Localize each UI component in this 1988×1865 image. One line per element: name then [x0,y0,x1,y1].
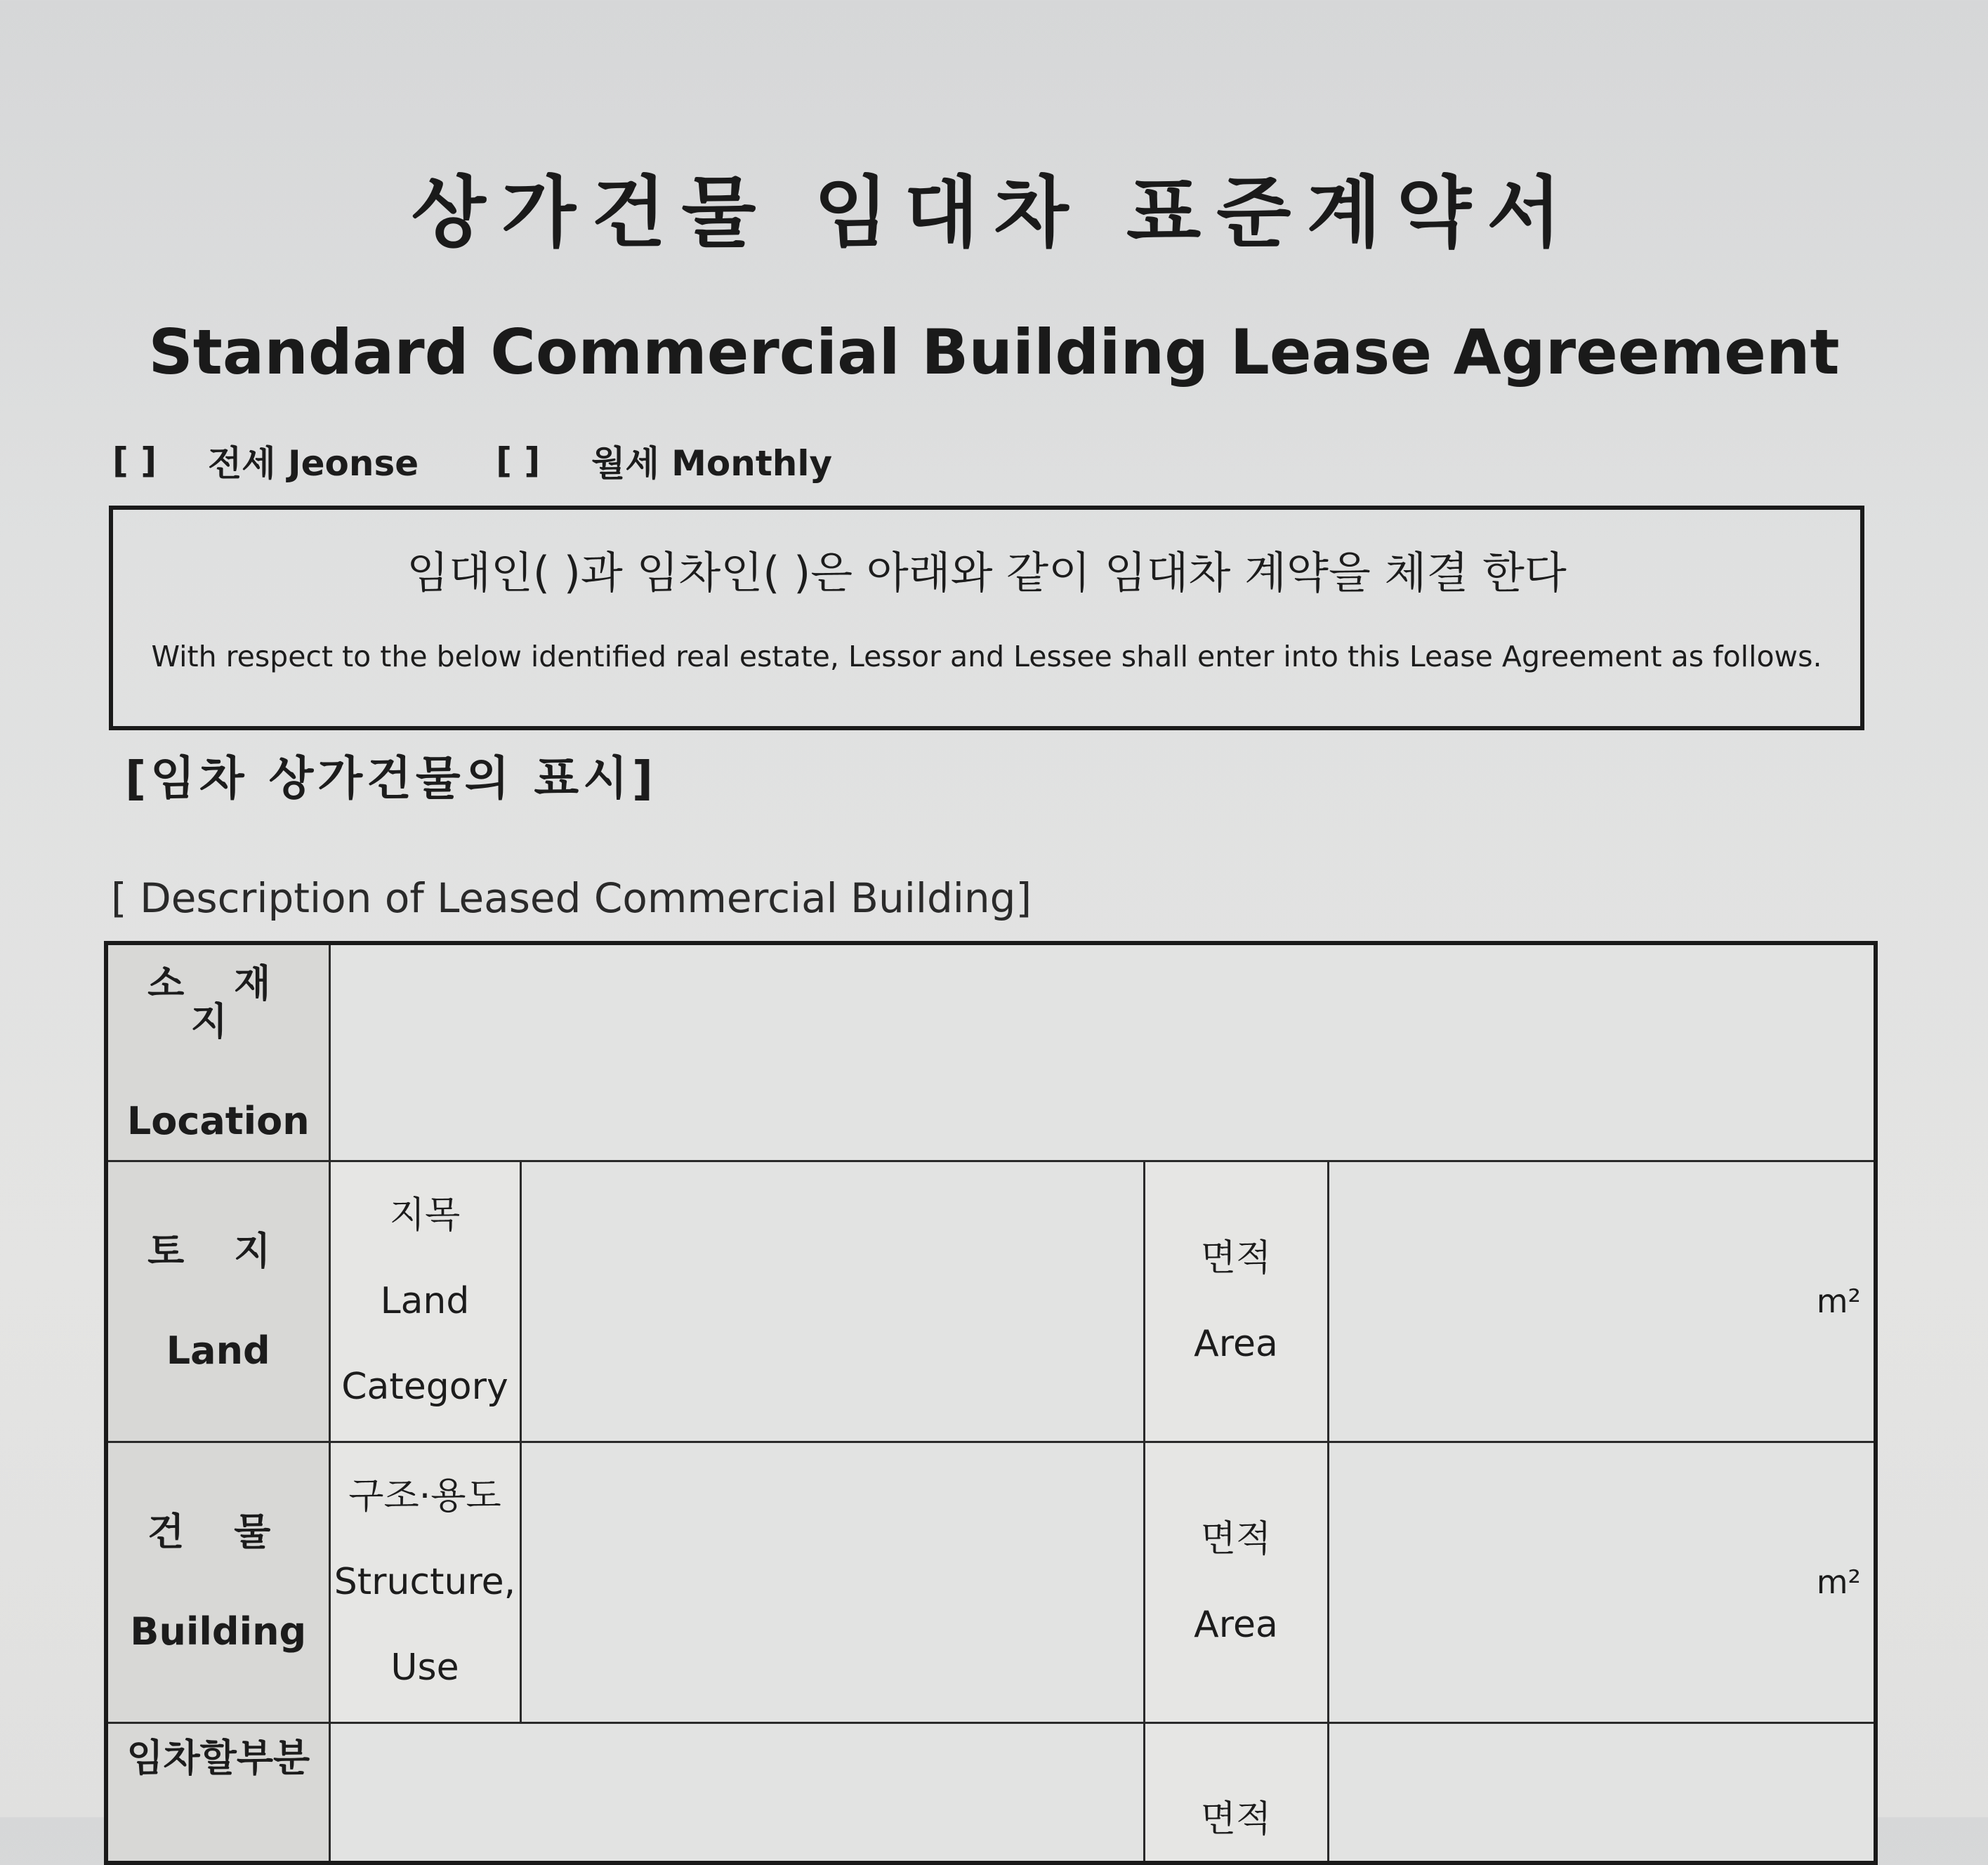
table-row-location [106,943,1876,1161]
lease-option-label: 월세 Monthly [591,443,833,484]
lease-option-jeonse[interactable] [112,435,419,486]
land-category-en2: Category [341,1366,508,1408]
leased-part-header [106,1722,329,1863]
structure-use-en1: Structure, [334,1561,516,1603]
building-label-ko: 건 물 [147,1510,289,1554]
property-description-table [104,941,1878,1865]
land-label-en: Land [166,1329,270,1373]
structure-use-ko: 구조·용도 [348,1475,501,1517]
land-area-header [1144,1161,1328,1442]
lease-type-options [112,435,832,486]
building-label-en: Building [130,1609,307,1654]
leased-part-field[interactable] [329,1722,1144,1863]
leased-part-area-header [1144,1722,1328,1863]
intro-english: With respect to the below identified real estate, Lessor and Lessee shall enter into this Lease Agreement as follows. [151,640,1822,673]
land-label-ko: 토 지 [147,1229,289,1273]
intro-korean: 임대인( )과 임차인( )은 아래와 같이 임대차 계약을 체결 한다 [407,547,1567,598]
structure-use-en2: Use [390,1647,459,1689]
land-category-en1: Land [380,1280,470,1322]
section-heading-korean: [임차 상가건물의 표시] [125,751,658,805]
section-heading-english: [ Description of Leased Commercial Building] [111,874,1032,922]
structure-use-header [329,1442,520,1722]
leased-part-area-ko: 면적 [1200,1798,1272,1840]
table-row-leased-part [106,1722,1876,1863]
document-title-korean: 상가건물 임대차 표준계약서 [411,168,1577,258]
land-area-field[interactable] [1328,1161,1876,1442]
land-header [106,1161,329,1442]
checkbox-bracket[interactable]: [ ] [112,440,157,481]
building-area-field[interactable] [1328,1442,1876,1722]
square-meter-unit: m² [1816,1282,1861,1320]
building-area-header [1144,1442,1328,1722]
land-category-ko: 지목 [389,1194,461,1237]
land-category-field[interactable] [520,1161,1144,1442]
location-label-en: Location [126,1098,310,1143]
table-row-building [106,1442,1876,1722]
document-title-english: Standard Commercial Building Lease Agreement [148,316,1840,388]
location-field[interactable] [329,943,1876,1161]
checkbox-bracket[interactable]: [ ] [496,440,541,481]
land-area-ko: 면적 [1200,1237,1272,1279]
table-row-land [106,1161,1876,1442]
leased-part-area-field[interactable] [1328,1722,1876,1863]
building-area-ko: 면적 [1200,1518,1272,1560]
leased-part-label-ko: 임차할부분 [126,1735,310,1780]
building-area-en: Area [1194,1604,1278,1646]
location-header [106,943,329,1161]
agreement-intro-box [109,506,1864,730]
land-category-header [329,1161,520,1442]
lease-option-label: 전세 Jeonse [208,443,419,484]
lease-option-monthly[interactable] [496,435,832,486]
building-header [106,1442,329,1722]
structure-use-field[interactable] [520,1442,1144,1722]
land-area-en: Area [1194,1323,1278,1365]
square-meter-unit: m² [1816,1563,1861,1601]
location-label-ko: 소 재 지 [147,961,289,1043]
